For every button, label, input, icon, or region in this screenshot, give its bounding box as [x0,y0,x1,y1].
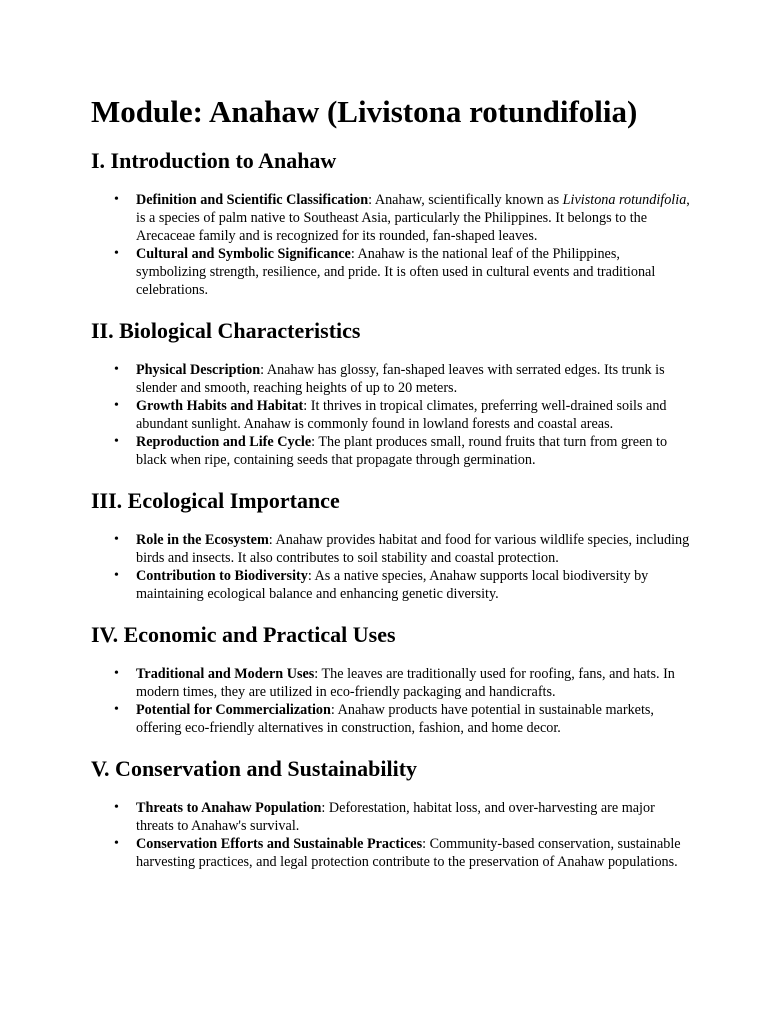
scientific-name: Livistona rotundifolia [562,192,687,208]
item-term: Traditional and Modern Uses [136,666,315,682]
item-term: Role in the Ecosystem [136,532,269,548]
item-term: Cultural and Symbolic Significance [136,246,351,262]
item-text: : Anahaw provides habitat and food for various wildlife species, including birds and insects. It also contributes to soil stability and coastal protection. [136,532,690,566]
list-item [136,397,691,433]
section-heading: V. Conservation and Sustainability [91,756,418,781]
item-text: : The plant produces small, round fruits that turn from green to black when ripe, containing seeds that propagate through germination. [136,434,668,468]
item-text: : Anahaw products have potential in sustainable markets, offering eco-friendly alternatives in construction, fashion, and home decor. [136,702,654,736]
item-term: Reproduction and Life Cycle [136,434,312,450]
list-item [136,191,691,245]
item-text: : Deforestation, habitat loss, and over-harvesting are major threats to Anahaw's survival. [136,800,655,834]
item-term: Growth Habits and Habitat [136,398,304,414]
list-item [136,835,691,871]
section-biological-characteristics [91,318,691,469]
list-item [136,245,691,299]
item-term: Physical Description [136,362,261,378]
list-item [136,799,691,835]
section-ecological-importance [91,488,691,603]
bullet-list [91,191,691,299]
item-text: : Community-based conservation, sustainable harvesting practices, and legal protection contribute to the preservation of Anahaw populations. [136,836,681,870]
item-text: : As a native species, Anahaw supports local biodiversity by maintaining ecological balance and enhancing genetic diversity. [136,568,649,602]
section-introduction [91,148,691,299]
section-heading: III. Ecological Importance [91,488,340,513]
list-item [136,361,691,397]
item-term: Contribution to Biodiversity [136,568,308,584]
list-item [136,433,691,469]
list-item [136,701,691,737]
item-term: Threats to Anahaw Population [136,800,322,816]
item-term: Potential for Commercialization [136,702,331,718]
module-title: Module: Anahaw (Livistona rotundifolia) [91,94,638,129]
item-term: Definition and Scientific Classification [136,192,369,208]
item-text: : Anahaw is the national leaf of the Philippines, symbolizing strength, resilience, and pride. It is often used in cultural events and traditional celebrations. [136,246,656,298]
section-heading: IV. Economic and Practical Uses [91,622,396,647]
item-text: , is a species of palm native to Southeast Asia, particularly the Philippines. It belongs to the Arecaceae family and is recognized for its rounded, fan-shaped leaves. [136,192,690,244]
item-term: Conservation Efforts and Sustainable Practices [136,836,423,852]
list-item [136,665,691,701]
section-heading: I. Introduction to Anahaw [91,148,337,173]
section-economic-uses [91,622,691,737]
bullet-list [91,665,691,737]
bullet-list [91,531,691,603]
section-conservation [91,756,691,871]
section-heading: II. Biological Characteristics [91,318,361,343]
item-text: : It thrives in tropical climates, preferring well-drained soils and abundant sunlight. Anahaw is commonly found in lowland forests and coastal areas. [136,398,667,432]
item-text: : Anahaw, scientifically known as [368,192,563,208]
bullet-list [91,361,691,469]
item-text: : Anahaw has glossy, fan-shaped leaves with serrated edges. Its trunk is slender and smooth, reaching heights of up to 20 meters. [136,362,665,396]
item-text: : The leaves are traditionally used for roofing, fans, and hats. In modern times, they are utilized in eco-friendly packaging and handicrafts. [136,666,675,700]
document-page [91,94,691,890]
bullet-list [91,799,691,871]
list-item [136,567,691,603]
list-item [136,531,691,567]
